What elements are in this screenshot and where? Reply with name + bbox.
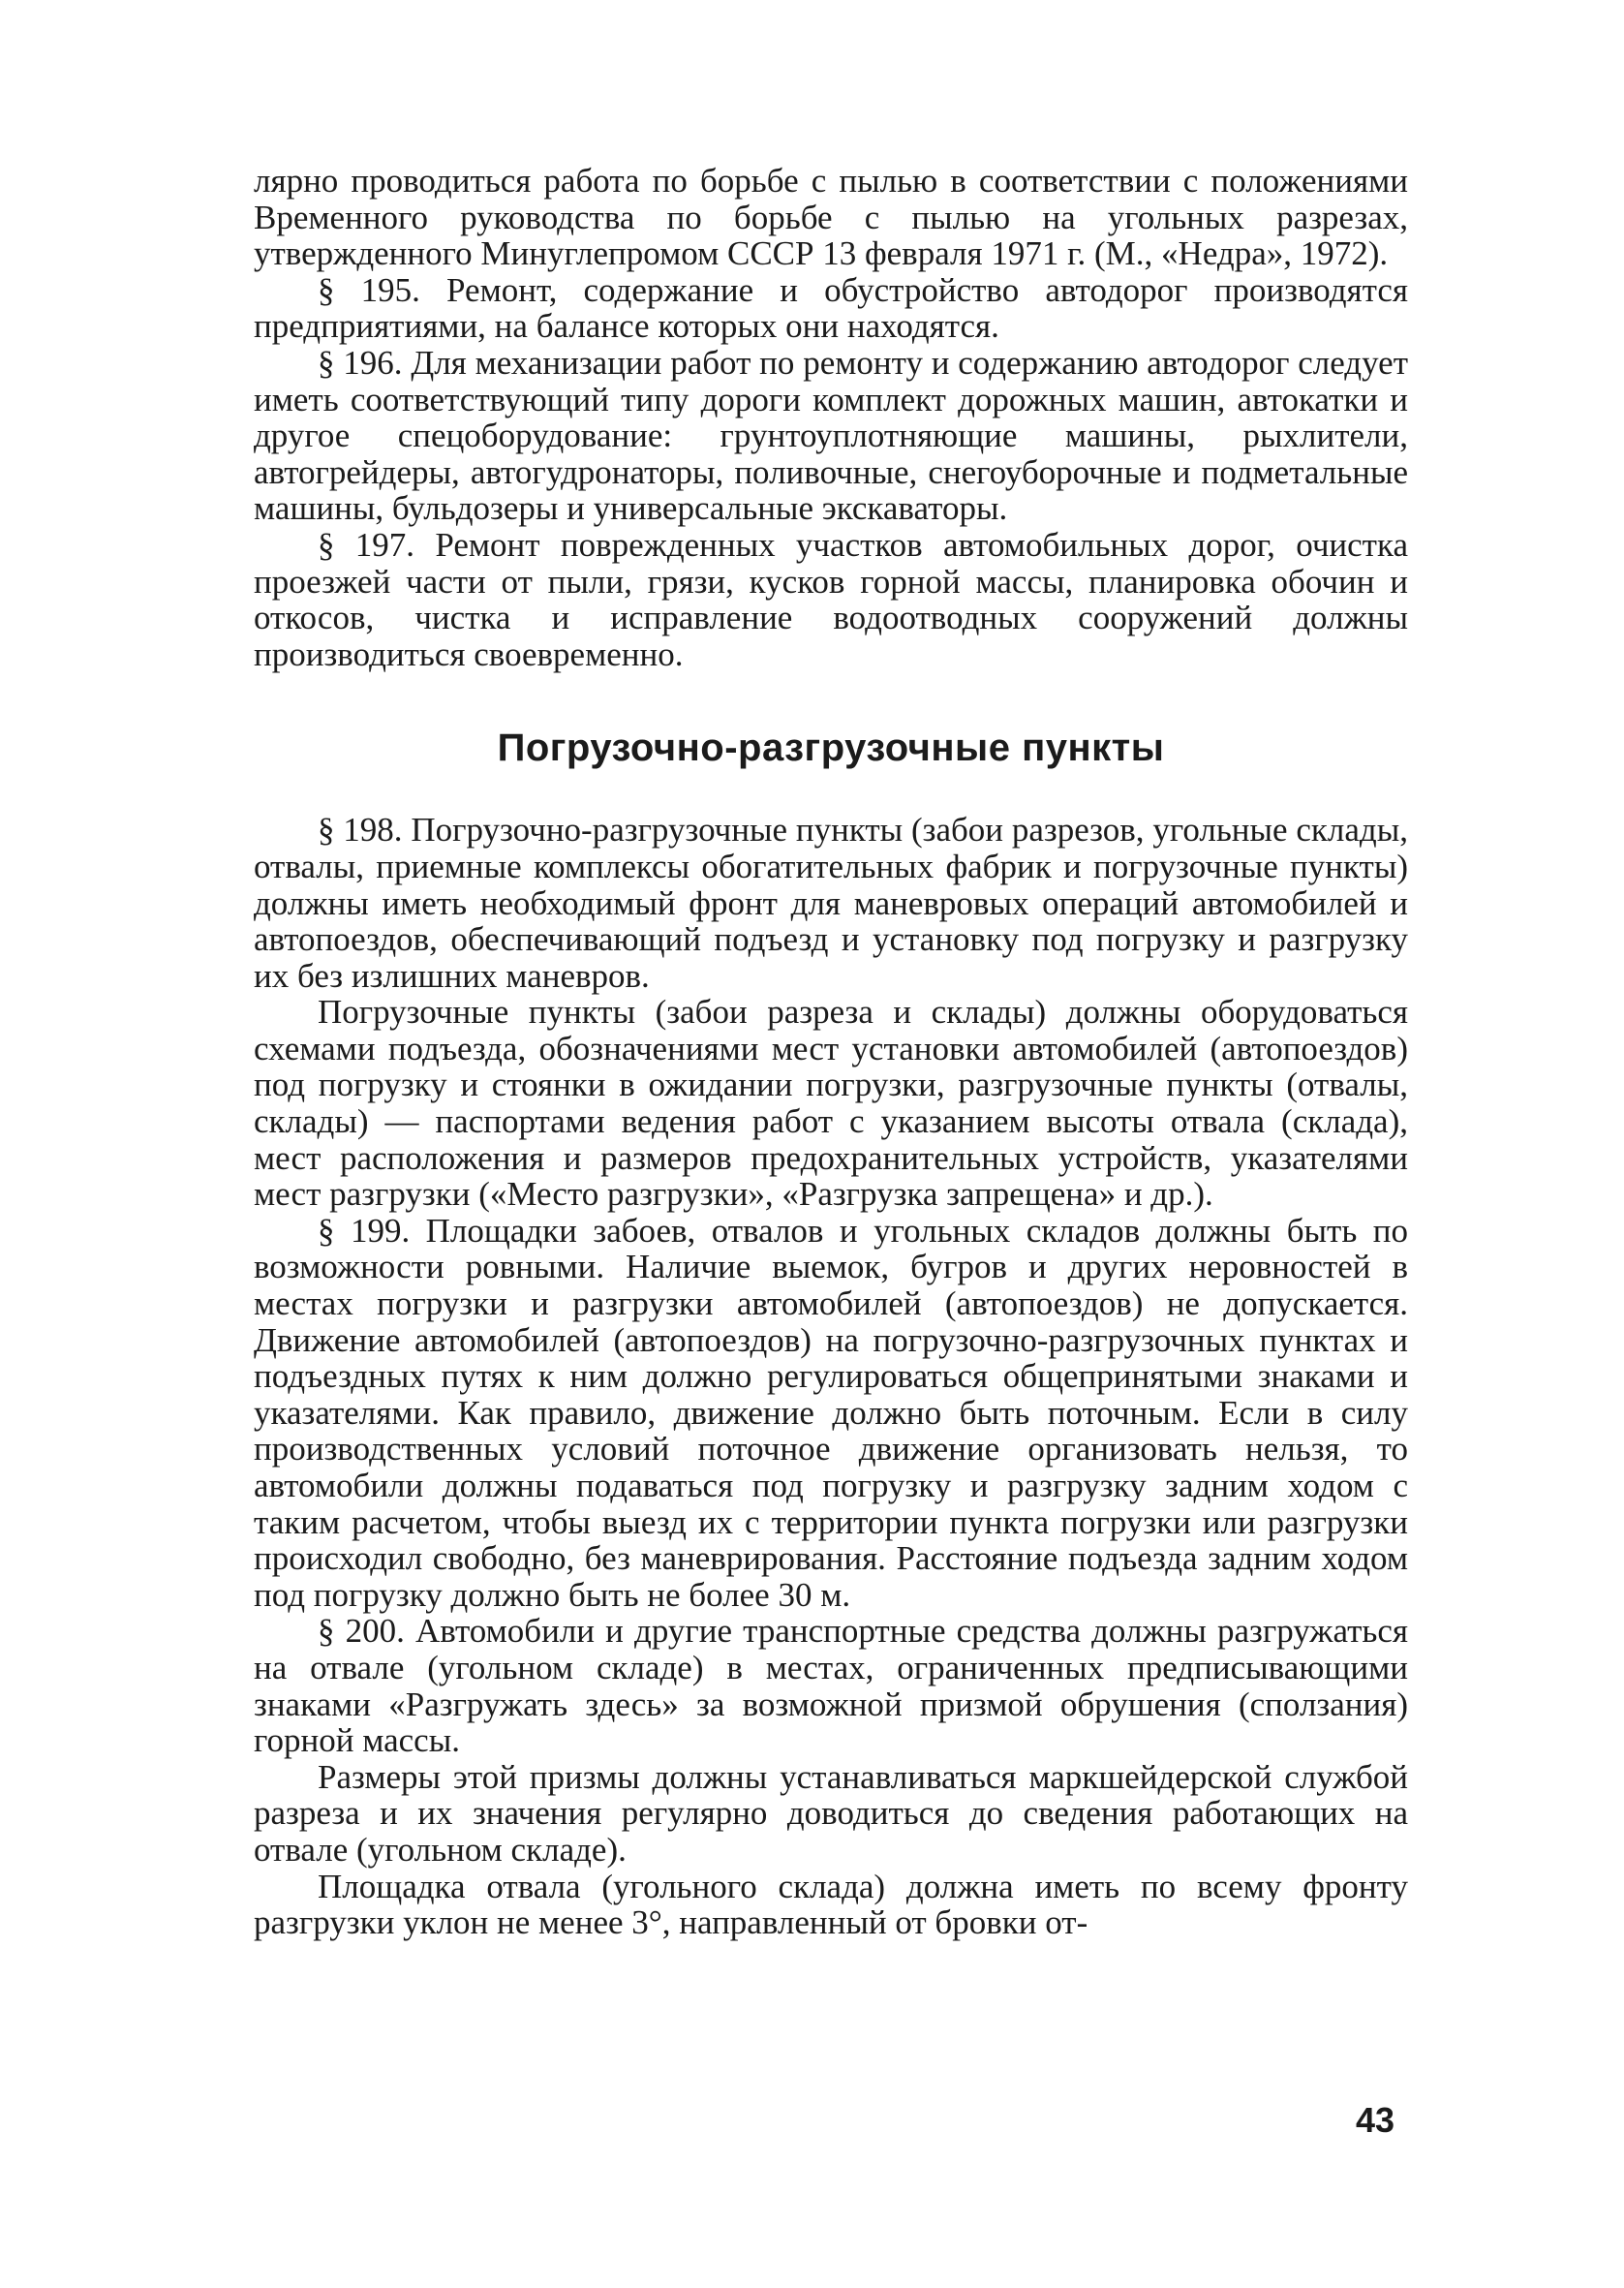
paragraph-195: § 195. Ремонт, содержание и обустройство автодорог производятся предприятиями, на балансе которых они находятся.: [254, 270, 1408, 346]
page-body: [254, 163, 1408, 1941]
paragraph-continuation: лярно проводиться работа по борьбе с пылью в соответствии с положениями Временного руководства по борьбе с пылью на угольных разрезах, утвержденного Минуглепромом СССР 13 февраля 1971 г. (М., «Недра», 1972).: [254, 162, 1408, 273]
paragraph-200: § 200. Автомобили и другие транспортные средства должны разгружаться на отвале (угольном складе) в местах, ограниченных предписывающими знаками «Разгружать здесь» за возможной призмой обрушения (сползания) горной массы.: [254, 1612, 1408, 1760]
paragraph-198: § 198. Погрузочно-разгрузочные пункты (забои разрезов, угольные склады, отвалы, приемные комплексы обогатительных фабрик и погрузочные пункты) должны иметь необходимый фронт для маневровых операций автомобилей и автопоездов, обеспечивающий подъезд и установку под погрузку и разгрузку их без излишних маневров.: [254, 811, 1408, 995]
paragraph-loading-points: Погрузочные пункты (забои разреза и склады) должны оборудоваться схемами подъезда, обозначениями мест установки автомобилей (автопоездов) под погрузку и стоянки в ожидании погрузки, разгрузочные пункты (отвалы, склады) — паспортами ведения работ с указанием высоты отвала (склада), мест расположения и размеров предохранительных устройств, указателями мест разгрузки («Место разгрузки», «Разгрузка запрещена» и др.).: [254, 993, 1408, 1214]
paragraph-196: § 196. Для механизации работ по ремонту и содержанию автодорог следует иметь соответствующий типу дороги комплект дорожных машин, автокатки и другое спецоборудование: грунтоуплотняющие машины, рыхлители, автогрейдеры, автогудронаторы, поливочные, снегоуборочные и подметальные машины, бульдозеры и универсальные экскаваторы.: [254, 343, 1408, 528]
paragraph-prism-size: Размеры этой призмы должны устанавливаться маркшейдерской службой разреза и их значения регулярно доводиться до сведения работающих на отвале (угольном складе).: [254, 1757, 1408, 1869]
paragraph-199: § 199. Площадки забоев, отвалов и угольных складов должны быть по возможности ровными. Наличие выемок, бугров и других неровностей в местах погрузки и разгрузки автомобилей (автопоездов) не допускается. Движение автомобилей (автопоездов) на погрузочно-разгрузочных пунктах и подъездных путях к ним должно регулироваться общепринятыми знаками и указателями. Как правило, движение должно быть поточным. Если в силу производственных условий поточное движение организовать нельзя, то автомобили должны подаваться под погрузку и разгрузку задним ходом с таким расчетом, чтобы выезд их с территории пункта погрузки или разгрузки происходил свободно, без маневрирования. Расстояние подъезда задним ходом под погрузку должно быть не более 30 м.: [254, 1211, 1408, 1614]
section-heading: Погрузочно-разгрузочные пункты: [497, 727, 1165, 770]
page-number: 43: [1356, 2100, 1395, 2140]
paragraph-slope: Площадка отвала (угольного склада) должна иметь по всему фронту разгрузки уклон не менее 3°, направленный от бровки от-: [254, 1867, 1408, 1942]
paragraph-197: § 197. Ремонт поврежденных участков автомобильных дорог, очистка проезжей части от пыли, грязи, кусков горной массы, планировка обочин и откосов, чистка и исправление водоотводных сооружений должны производиться своевременно.: [254, 525, 1408, 673]
